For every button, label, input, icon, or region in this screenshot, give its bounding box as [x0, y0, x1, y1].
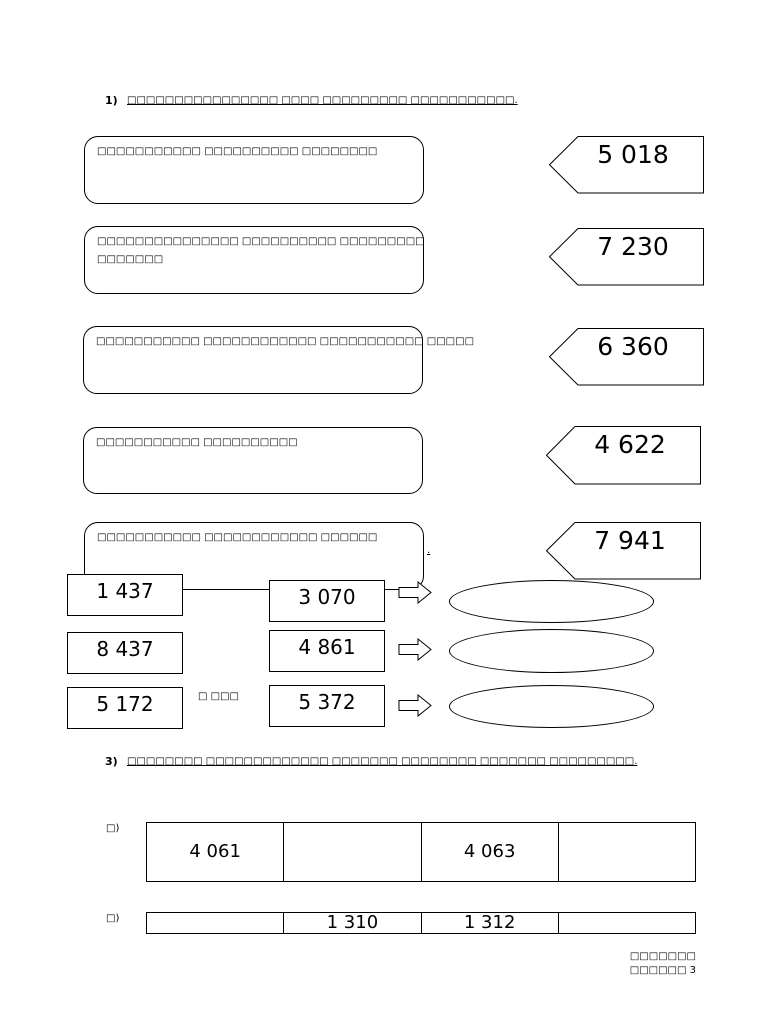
table-row — [147, 823, 696, 882]
value-tag-5 — [546, 522, 702, 581]
statement-box-2 — [84, 226, 424, 294]
statement-text: □□□□□□□□□□□ □□□□□□□□□□□□ □□□□□□ — [97, 532, 378, 543]
value-tag-number: 6 360 — [597, 332, 669, 361]
row-label-2: □) — [106, 913, 120, 924]
statement-text: □□□□□□□ — [97, 254, 164, 265]
number-sequence-table-2 — [146, 912, 696, 934]
sequence-cell: 1 310 — [284, 913, 421, 934]
sequence-cell: 4 063 — [421, 823, 558, 882]
row-label-1: □) — [106, 823, 120, 834]
statement-text: □□□□□□□□□□□ □□□□□□□□□□□□ □□□□□□□□□□□ □□□□□ — [96, 336, 475, 347]
question-1-number: 1) — [105, 94, 118, 107]
question-1-heading: □□□□□□□□□□□□□□□□ □□□□ □□□□□□□□□ □□□□□□□□□□□. — [127, 95, 518, 106]
answer-oval-3 — [449, 685, 654, 728]
number-sequence-table-1 — [146, 822, 696, 882]
sequence-cell — [558, 823, 695, 882]
sequence-cell — [284, 823, 421, 882]
question-3-number: 3) — [105, 755, 118, 768]
value-tag-number: 7 230 — [597, 232, 669, 261]
value-tag-2 — [549, 228, 705, 287]
sequence-cell — [147, 913, 284, 934]
number-box-left-1: 1 437 — [67, 574, 183, 616]
statement-box-4 — [83, 427, 423, 494]
sequence-cell: 1 312 — [421, 913, 558, 934]
right-arrow-icon — [398, 638, 433, 661]
statement-box-1 — [84, 136, 424, 204]
number-box-left-2: 8 437 — [67, 632, 183, 674]
right-arrow-icon — [398, 694, 433, 717]
table-row — [147, 913, 696, 934]
value-tag-number: 5 018 — [597, 140, 669, 169]
sequence-cell: 4 061 — [147, 823, 284, 882]
number-box-right-1: 3 070 — [269, 580, 385, 622]
answer-oval-1 — [449, 580, 654, 623]
number-box-left-3: 5 172 — [67, 687, 183, 729]
statement-text: □□□□□□□□□□□ □□□□□□□□□□ □□□□□□□□ — [97, 146, 378, 157]
value-tag-3 — [549, 328, 705, 387]
question-3-heading: □□□□□□□□ □□□□□□□□□□□□□ □□□□□□□ □□□□□□□□ □□□□□□□ □□□□□□□□□. — [127, 756, 638, 767]
number-box-right-2: 4 861 — [269, 630, 385, 672]
value-tag-4 — [546, 426, 702, 485]
page-footer — [576, 950, 696, 978]
value-tag-number: 4 622 — [594, 430, 666, 459]
footer-line: □□□□□□□ — [629, 951, 696, 962]
statement-text: □□□□□□□□□□□ □□□□□□□□□□ — [96, 437, 298, 448]
statement-text: □□□□□□□□□□□□□□□ □□□□□□□□□□ □□□□□□□□□ — [97, 236, 425, 247]
answer-oval-2 — [449, 629, 654, 673]
question-2-heading-fragment: . — [427, 545, 431, 556]
number-box-right-3: 5 372 — [269, 685, 385, 727]
connector-text: □ □□□ — [198, 691, 239, 702]
statement-box-3 — [83, 326, 475, 394]
right-arrow-icon — [398, 581, 433, 604]
page-number: □□□□□□ 3 — [629, 965, 696, 976]
value-tag-1 — [549, 136, 705, 195]
value-tag-number: 7 941 — [594, 526, 666, 555]
sequence-cell — [558, 913, 695, 934]
